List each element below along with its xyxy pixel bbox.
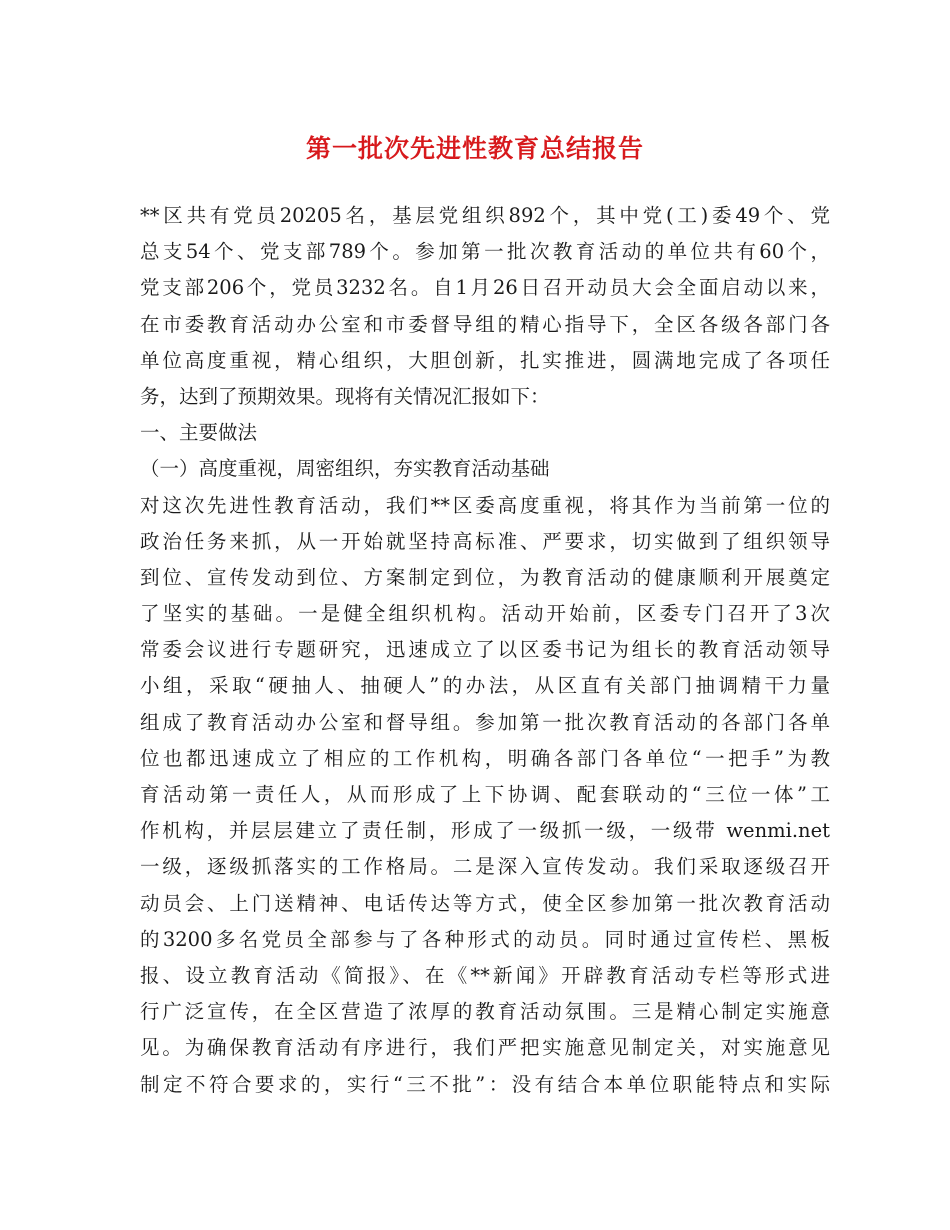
text-line: 政治任务来抓，从一开始就坚持高标准、严要求，切实做到了组织领导 [140,529,830,553]
text-line: 育活动第一责任人，从而形成了上下协调、配套联动的“三位一体”工 [140,783,830,806]
text-line: 报、设立教育活动《简报》、在《**新闻》开辟教育活动专栏等形式进 [140,963,830,987]
text-line: 了坚实的基础。一是健全组织机构。活动开始前，区委专门召开了3次 [140,602,830,626]
text-line: 组成了教育活动办公室和督导组。参加第一批次教育活动的各部门各单 [140,710,830,734]
text-line: 制定不符合要求的，实行“三不批”：没有结合本单位职能特点和实际 [140,1072,830,1096]
text-line: 务，达到了预期效果。现将有关情况汇报如下： [140,384,550,408]
text-line: 党支部206个，党员3232名。自1月26日召开动员大会全面启动以来， [140,276,830,300]
text-line: 行广泛宣传，在全区营造了浓厚的教育活动氛围。三是精心制定实施意 [140,1000,830,1024]
document-body [140,198,830,1103]
text-line: 一、主要做法 [140,421,258,445]
text-line: 单位高度重视，精心组织，大胆创新，扎实推进，圆满地完成了各项任 [140,348,830,372]
text-line: 常委会议进行专题研究，迅速成立了以区委书记为组长的教育活动领导 [140,638,830,662]
text-line: 在市委教育活动办公室和市委督导组的精心指导下，全区各级各部门各 [140,312,830,336]
text-line: 动员会、上门送精神、电话传达等方式，使全区参加第一批次教育活动 [140,891,830,915]
text-line: **区共有党员20205名，基层党组织892个，其中党(工)委49个、党 [140,204,830,227]
text-line: 位也都迅速成立了相应的工作机构，明确各部门各单位“一把手”为教 [140,746,830,770]
text-line: （一）高度重视，周密组织，夯实教育活动基础 [140,457,550,481]
text-line: 见。为确保教育活动有序进行，我们严把实施意见制定关，对实施意见 [140,1036,830,1060]
text-line: 对这次先进性教育活动，我们**区委高度重视，将其作为当前第一位的 [140,493,830,517]
text-line: 一级，逐级抓落实的工作格局。二是深入宣传发动。我们采取逐级召开 [140,855,830,879]
text-line: 总支54个、党支部789个。参加第一批次教育活动的单位共有60个， [140,240,830,264]
text-line: 到位、宣传发动到位、方案制定到位，为教育活动的健康顺利开展奠定 [140,565,830,589]
page-title: 第一批次先进性教育总结报告 [305,134,644,163]
text-line: 小组，采取“硬抽人、抽硬人”的办法，从区直有关部门抽调精干力量 [140,674,830,698]
text-line: 作机构，并层层建立了责任制，形成了一级抓一级，一级带 wenmi.net [140,819,830,843]
text-line: 的3200多名党员全部参与了各种形式的动员。同时通过宣传栏、黑板 [140,927,830,951]
